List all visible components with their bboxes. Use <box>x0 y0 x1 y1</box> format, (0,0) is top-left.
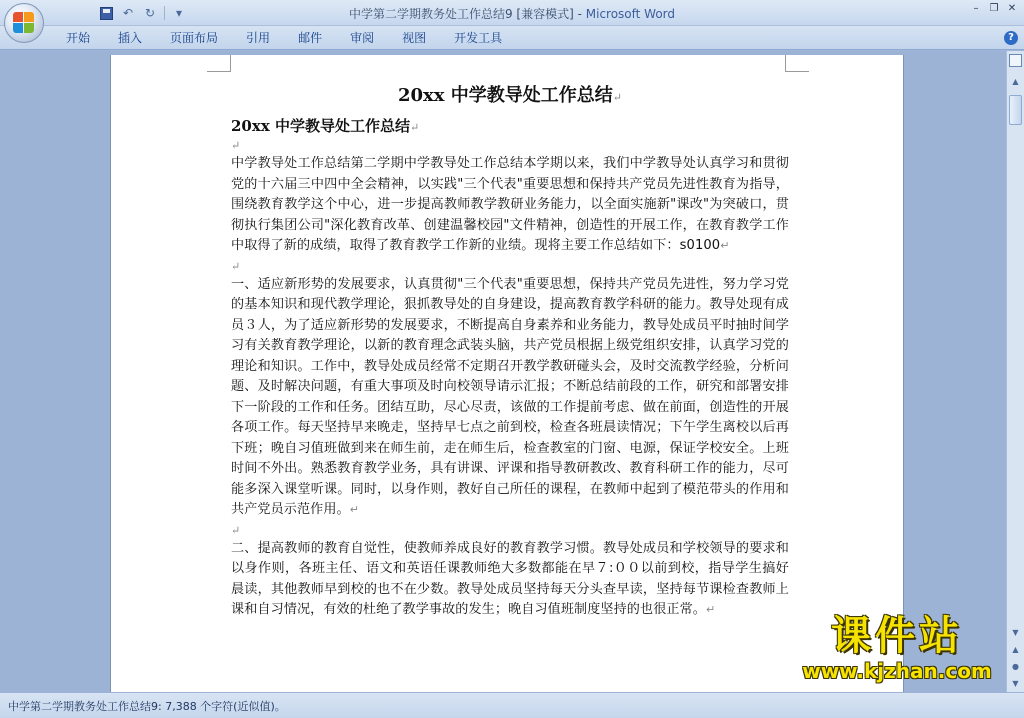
body-paragraph: 一、适应新形势的发展要求，认真贯彻"三个代表"重要思想，保持共产党员先进性，努力学习党的基本知识和现代教学理论，狠抓教导处的自身建设，提高教育教学科研的能力。教导处现有成员３人，为了适应新形势的发展要求，不断提高自身素养和业务能力，教导处成员平时抽时间学习有关教育教学理论，以新的教育理念武装头脑，共产党员根据上级党组织安排，认真学习党的理论和知识。工作中，教导处成员经常不定期召开教学教研碰头会，及时交流教学经验，分析问题、及时解决问题，有重大事项及时向校领导请示汇报；不断总结前段的工作，研究和部署安排下一阶段的工作和任务。团结互助，尽心尽责，该做的工作提前考虑、做在前面，创造性的开展各项工作。每天坚持早来晚走，坚持早七点之前到校，检查各班晨读情况；下午学生离校以后再下班；晚自习值班做到来在师生前，走在师生后，检查教室的门窗、电源，保证学校安全。上班时间不外出。熟悉教育教学业务，具有讲课、评课和指导教研教改、教育科研工作的能力，尽可能多深入课堂听课。同时，以身作则，教好自己所任的课程，在教师中起到了模范带头的作用和共产党员示范作用。↵ <box>231 276 789 517</box>
previous-page-icon[interactable]: ▲ <box>1012 645 1019 654</box>
scroll-down-icon[interactable]: ▼ <box>1012 628 1019 637</box>
restore-icon[interactable]: ❐ <box>989 3 999 14</box>
vertical-scrollbar[interactable] <box>1006 51 1024 692</box>
watermark-url: www.kjzhan.com <box>802 659 992 683</box>
doc-subheading <box>231 114 789 138</box>
doc-heading <box>231 80 789 112</box>
empty-paragraph: ↵ <box>231 523 241 537</box>
view-ruler-icon[interactable] <box>1009 54 1022 67</box>
office-logo-icon <box>13 12 35 34</box>
body-paragraph: 二、提高教师的教育自觉性，使教师养成良好的教育教学习惯。教导处成员和学校领导的要求和以身作则，各班主任、语文和英语任课教师绝大多数都能在早７:００以前到校，指导学生搞好晨读，其他教师早到校的也不在少数。教导处成员坚持每天分头查早读，坚持每节课检查教师上课和自习情况，有效的杜绝了教学事故的发生；晚自习值班制度坚持的也很正常。↵ <box>231 540 789 617</box>
tab-mailings[interactable]: 邮件 <box>298 31 323 45</box>
crop-mark <box>207 55 231 72</box>
minimize-icon[interactable]: – <box>973 3 979 14</box>
crop-mark <box>785 55 809 72</box>
help-icon[interactable]: ? <box>1004 31 1018 45</box>
word-count-status[interactable]: 中学第二学期教务处工作总结9: 7,388 个字符(近似值)。 <box>8 700 286 713</box>
empty-paragraph: ↵ <box>231 139 241 152</box>
document-title: 中学第二学期教务处工作总结9 [兼容模式] - <box>348 7 586 21</box>
doc-title-text: 20xx 中学教导处工作总结 <box>398 85 613 106</box>
doc-subtitle-text: 20xx 中学教导处工作总结 <box>231 117 410 135</box>
window-title <box>0 5 1024 22</box>
paragraph-mark: ↵ <box>409 121 420 134</box>
paragraph-mark: ↵ <box>612 91 622 104</box>
document-workspace <box>0 51 1006 692</box>
close-icon[interactable]: ✕ <box>1007 3 1017 14</box>
watermark-logo <box>770 612 1024 692</box>
tab-home[interactable]: 开始 <box>66 31 91 45</box>
ribbon-tabs <box>0 26 1024 50</box>
tab-insert[interactable]: 插入 <box>118 31 143 45</box>
status-bar <box>0 692 1024 718</box>
tab-page-layout[interactable]: 页面布局 <box>170 31 219 45</box>
customize-qat-icon[interactable]: ▾ <box>175 6 183 20</box>
scroll-up-icon[interactable]: ▲ <box>1012 77 1019 86</box>
redo-icon[interactable]: ↻ <box>144 6 156 20</box>
window-controls <box>968 2 1020 16</box>
undo-icon[interactable]: ↶ <box>122 6 134 20</box>
tab-review[interactable]: 审阅 <box>350 31 375 45</box>
watermark-title: 课件站 <box>831 613 963 659</box>
empty-paragraph: ↵ <box>231 259 241 273</box>
tab-developer[interactable]: 开发工具 <box>454 31 503 45</box>
document-page[interactable] <box>110 55 904 692</box>
title-bar <box>0 0 1024 26</box>
body-paragraph: 中学教导处工作总结第二学期中学教导处工作总结本学期以来，我们中学教导处认真学习和贯彻党的十六届三中四中全会精神，以实践"三个代表"重要思想和保持共产党员先进性教育为指导，围绕教育教学这个中心，进一步提高教师教学教研业务能力，以全面实施新"课改"为突破口，贯彻执行集团公司"深化教育改革、创建温馨校园"文件精神，创造性的开展工作，在教育教学工作中取得了新的成绩，取得了教育教学工作新的业绩。现将主要工作总结如下：s0100↵ <box>231 156 789 253</box>
tab-view[interactable]: 视图 <box>402 31 427 45</box>
document-body[interactable] <box>231 80 789 621</box>
office-button[interactable] <box>4 3 44 43</box>
app-name: Microsoft Word <box>585 7 676 21</box>
select-browse-object-icon[interactable]: ● <box>1012 662 1019 671</box>
next-page-icon[interactable]: ▼ <box>1012 679 1019 688</box>
scroll-thumb[interactable] <box>1009 95 1022 125</box>
tab-references[interactable]: 引用 <box>246 31 271 45</box>
